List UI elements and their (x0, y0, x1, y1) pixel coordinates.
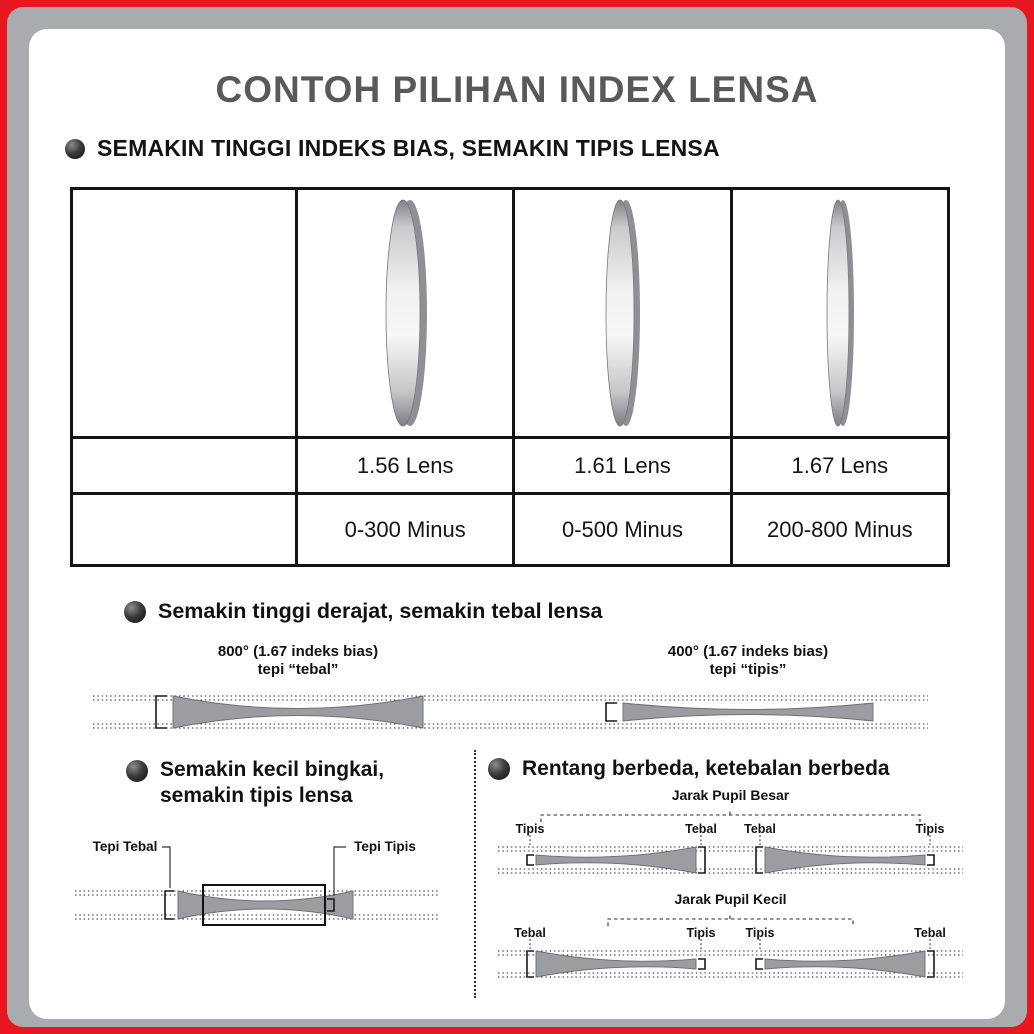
bullet-icon (124, 601, 146, 623)
left-lens-cross-section (536, 951, 696, 977)
content-card (29, 29, 1005, 1019)
bullet-icon (65, 139, 85, 159)
frame-heading (160, 757, 384, 809)
pd-small-label-1: Tipis (686, 926, 716, 940)
degree-thin-line1: 400° (1.67 indeks bias) (667, 643, 829, 660)
row-header-size: UKURAN YANG DIREKOMENDASI (73, 492, 295, 564)
pd-big-diagram (498, 808, 963, 883)
lens-illustration-167 (808, 195, 872, 431)
lens-illustration-161-cell (512, 190, 729, 436)
headline-text: SEMAKIN TINGGI INDEKS BIAS, SEMAKIN TIPIS LENSA (97, 135, 720, 161)
pd-heading-row (488, 757, 890, 781)
thin-lens-cross-section (623, 703, 873, 721)
lens-illustration-161 (590, 195, 654, 431)
lens-comparison-table (70, 187, 950, 567)
right-lens-cross-section (765, 847, 925, 873)
span-bracket (541, 815, 920, 822)
frame-heading-line2: semakin tipis lensa (160, 784, 353, 807)
frame-heading-line1: Semakin kecil bingkai, (160, 758, 385, 781)
degree-heading-row (124, 599, 603, 624)
thick-lens-cross-section (173, 696, 423, 728)
pd-heading: Rentang berbeda, ketebalan berbeda (522, 757, 890, 780)
thickness-bracket-icon (698, 959, 705, 969)
lens-illustration-156-cell (295, 190, 512, 436)
right-lens-cross-section (765, 951, 925, 977)
thickness-bracket-icon (156, 696, 167, 728)
pd-small-label-0: Tebal (514, 926, 546, 940)
edge-thin-label: Tepi Tipis (354, 839, 416, 854)
degree-thin-label (608, 643, 888, 679)
bullet-icon (488, 758, 510, 780)
bullet-icon (126, 760, 148, 782)
degree-thin-line2: tepi “tipis” (709, 661, 787, 678)
thickness-bracket-icon (527, 855, 534, 865)
pd-big-label-2: Tebal (744, 822, 776, 836)
left-lens-cross-section (536, 847, 696, 873)
pd-big-label-0: Tipis (515, 822, 545, 836)
index-value-1: 1.61 Lens (512, 436, 729, 492)
pd-small-label-3: Tebal (914, 926, 946, 940)
thickness-bracket-icon (927, 855, 934, 865)
row-header-diagram: DIAGRAM PERBANDINGAN KETEBALAN (73, 190, 295, 436)
headline-row (65, 135, 720, 162)
pd-small-diagram (498, 912, 963, 987)
vertical-dotted-divider (474, 750, 476, 998)
edge-thick-label: Tepi Tebal (92, 839, 158, 854)
pd-big-label-3: Tipis (915, 822, 945, 836)
index-value-0: 1.56 Lens (295, 436, 512, 492)
index-value-2: 1.67 Lens (730, 436, 947, 492)
lens-illustration-156 (373, 195, 437, 431)
frame-size-diagram (63, 835, 448, 940)
size-value-1: 0-500 Minus (512, 492, 729, 564)
size-value-0: 0-300 Minus (295, 492, 512, 564)
thickness-bracket-icon (606, 703, 617, 721)
pd-small-title: Jarak Pupil Kecil (674, 891, 787, 907)
row-header-index: INDEX BIAS (73, 436, 295, 492)
pd-big-label-1: Tebal (685, 822, 717, 836)
callout-line (334, 847, 346, 896)
page-title: CONTOH PILIHAN INDEX LENSA (215, 69, 819, 110)
degree-thick-line1: 800° (1.67 indeks bias) (217, 643, 379, 660)
degree-thick-label (158, 643, 438, 679)
degree-heading: Semakin tinggi derajat, semakin tebal lensa (158, 599, 603, 623)
pd-small-label-2: Tipis (745, 926, 775, 940)
frame-heading-row (126, 757, 384, 809)
size-value-2: 200-800 Minus (730, 492, 947, 564)
degree-comparison-diagram (93, 687, 928, 737)
pd-big-title: Jarak Pupil Besar (671, 787, 790, 803)
thickness-bracket-icon (756, 959, 763, 969)
lens-illustration-167-cell (730, 190, 947, 436)
callout-line (162, 847, 170, 888)
degree-thick-line2: tepi “tebal” (257, 661, 339, 678)
span-bracket (608, 919, 853, 926)
